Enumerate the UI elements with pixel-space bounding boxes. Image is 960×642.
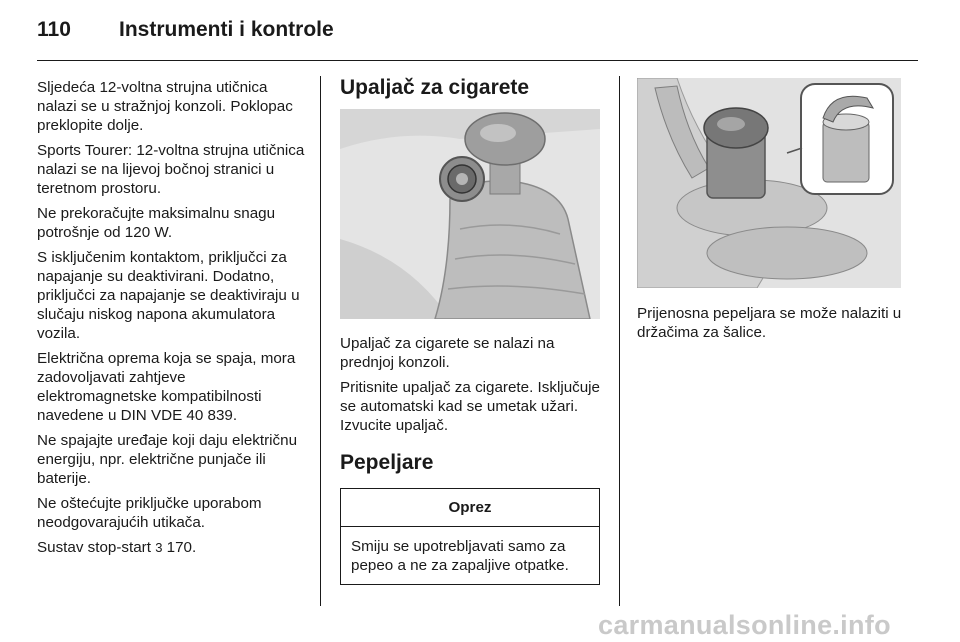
- column-divider-1: [320, 76, 321, 606]
- stop-start-page: 170.: [166, 539, 197, 556]
- cup-holder-ashtray-drawing: [637, 78, 901, 288]
- lighter-instructions-text: Pritisnite upaljač za cigarete. Isključuje se automatski kad se umetak užari. Izvucite upaljač.: [340, 379, 600, 434]
- paragraph: Električna oprema koja se spaja, mora zadovoljavati zahtjeve elektromagnetske kompatibilnosti navedene u DIN VDE 40 839.: [37, 350, 296, 424]
- ashtray-caption: Prijenosna pepeljara se može nalaziti u držačima za šalice.: [637, 305, 902, 341]
- watermark: carmanualsonline.info: [598, 610, 891, 640]
- caution-box: [340, 488, 600, 585]
- paragraph: Ne prekoračujte maksimalnu snagu potrošnje od 120 W.: [37, 205, 276, 241]
- column-left: [37, 78, 305, 563]
- cigarette-lighter-heading: Upaljač za cigarete: [340, 76, 530, 99]
- ashtray-illustration: [637, 78, 901, 288]
- page-number: 110: [37, 18, 71, 41]
- caution-title: Oprez: [341, 489, 599, 527]
- stop-start-text: Sustav stop-start: [37, 539, 151, 556]
- paragraph: Ne spajajte uređaje koji daju električnu energiju, npr. električne punjače ili baterije.: [37, 432, 298, 487]
- paragraph: Ne oštećujte priključke uporabom neodgovarajućih utikača.: [37, 495, 262, 531]
- page-reference-arrow-icon: 3: [155, 540, 163, 555]
- cigarette-lighter-illustration: [340, 109, 600, 319]
- paragraph: Sports Tourer: 12-voltna strujna utičnica nalazi se na lijevoj bočnoj stranici u teretnom prostoru.: [37, 142, 305, 197]
- paragraph: Sljedeća 12-voltna strujna utičnica nalazi se u stražnjoj konzoli. Poklopac preklopite dolje.: [37, 79, 293, 134]
- ashtrays-heading: Pepeljare: [340, 451, 434, 474]
- page-title: Instrumenti i kontrole: [119, 18, 334, 41]
- column-middle: [340, 78, 602, 585]
- column-right: [637, 78, 903, 348]
- paragraph: S isključenim kontaktom, priključci za napajanje su deaktivirani. Dodatno, priključci za napajanje se deaktiviraju u slučaju niskog napona akumulatora vozila.: [37, 249, 300, 342]
- column-divider-2: [619, 76, 620, 606]
- page-header: [37, 18, 334, 42]
- lighter-location-text: Upaljač za cigarete se nalazi na prednjoj konzoli.: [340, 335, 555, 371]
- gear-shift-lighter-drawing: [340, 109, 600, 319]
- stop-start-reference[interactable]: [37, 538, 305, 557]
- header-rule: [37, 60, 918, 61]
- caution-text: Smiju se upotrebljavati samo za pepeo a ne za zapaljive otpatke.: [351, 538, 569, 574]
